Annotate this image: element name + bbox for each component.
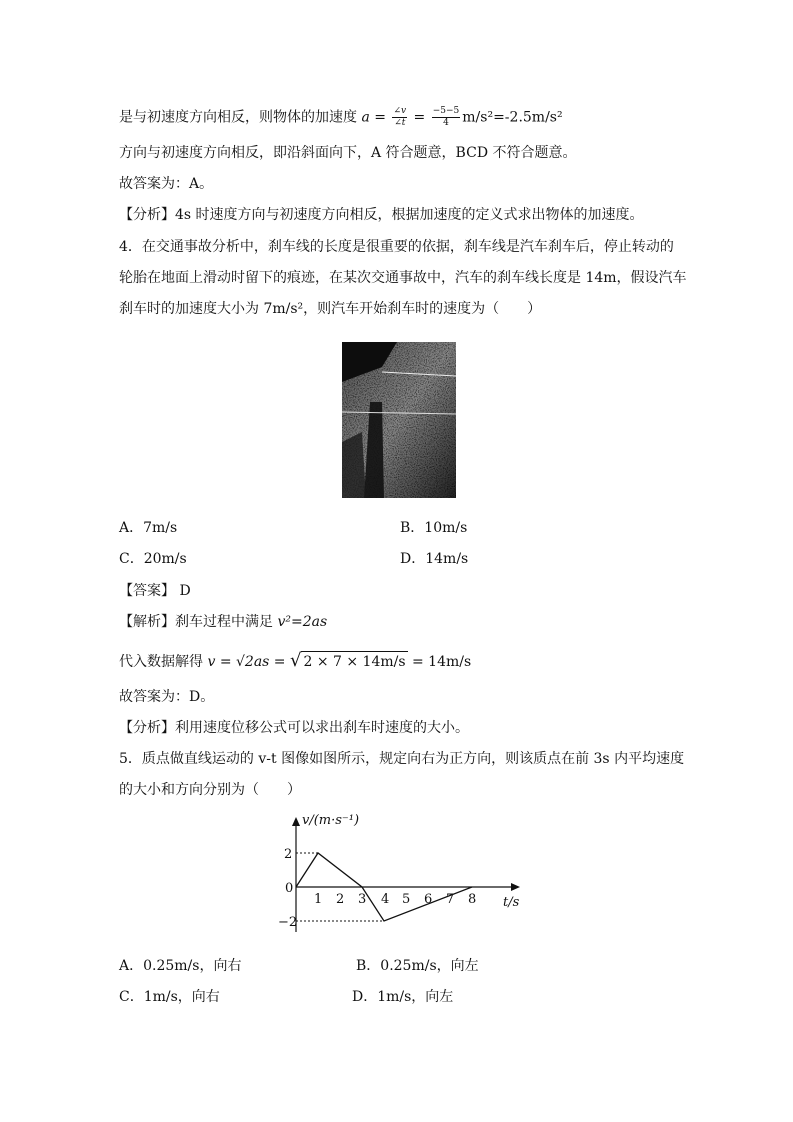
ytick-2: 2 — [284, 847, 293, 862]
skid-mark-photo — [342, 342, 456, 498]
text-line-1: 是与初速度方向相反，则物体的加速度 a = $\frac{\angle v}{\angle t}$ = $\frac{-5-5}{4}$ m/s²=-2.5m/s² — [119, 106, 563, 128]
question-4-line-3: 刹车时的加速度大小为 7m/s²，则汽车开始刹车时的速度为（ ） — [119, 301, 542, 317]
substitution-line: 代入数据解得 v = √2as = √ 2 × 7 × 14m/s = 14m/s — [119, 650, 472, 671]
sqrt-expression: 2 × 7 × 14m/s — [301, 651, 407, 672]
explanation-4: 【解析】刹车过程中满足 v²=2as — [119, 614, 328, 630]
xtick-8: 8 — [468, 892, 477, 907]
text-line-2: 方向与初速度方向相反，即沿斜面向下，A 符合题意，BCD 不符合题意。 — [119, 145, 577, 161]
ytick-0: 0 — [285, 881, 294, 896]
q4-option-d: D．14m/s — [400, 551, 469, 567]
q5-option-b: B．0.25m/s，向左 — [356, 958, 479, 974]
q5-option-c: C．1m/s，向右 — [119, 989, 220, 1005]
t-axis-arrow — [511, 883, 520, 891]
xtick-6: 6 — [424, 892, 433, 907]
math-variable: a — [361, 109, 370, 126]
xtick-1: 1 — [314, 892, 323, 907]
analysis-4: 【分析】利用速度位移公式可以求出刹车时速度的大小。 — [119, 720, 469, 736]
y-axis-label: v/(m·s⁻¹) — [302, 813, 360, 828]
v-axis-arrow — [292, 817, 300, 826]
question-4-line-1: 4．在交通事故分析中，刹车线的长度是很重要的依据，刹车线是汽车刹车后，停止转动的 — [119, 239, 674, 255]
q4-option-c: C．20m/s — [119, 551, 187, 567]
text-segment: 是与初速度方向相反，则物体的加速度 — [119, 109, 362, 126]
analysis-line: 【分析】4s 时速度方向与初速度方向相反，根据加速度的定义式求出物体的加速度。 — [119, 207, 644, 223]
q4-option-b: B．10m/s — [400, 520, 468, 536]
q4-option-a: A．7m/s — [119, 520, 178, 536]
x-axis-label: t/s — [503, 895, 520, 910]
ytick-neg2: −2 — [278, 915, 298, 930]
fraction-values: $\frac{-5-5}{4}$ — [432, 106, 460, 128]
text-segment: m/s²=-2.5m/s² — [462, 109, 563, 126]
conclusion-4: 故答案为：D。 — [119, 689, 215, 705]
vt-graph — [278, 808, 528, 940]
fraction-dv-dt: $\frac{\angle v}{\angle t}$ — [393, 106, 407, 128]
xtick-7: 7 — [446, 892, 455, 907]
xtick-5: 5 — [402, 892, 411, 907]
math-equals: = — [369, 109, 391, 126]
answer-4: 【答案】 D — [119, 583, 191, 599]
q5-option-d: D．1m/s，向左 — [352, 989, 454, 1005]
xtick-3: 3 — [358, 892, 367, 907]
question-5-line-1: 5．质点做直线运动的 v-t 图像如图所示，规定向右为正方向，则该质点在前 3s 内平均速度 — [119, 751, 685, 767]
question-4-line-2: 轮胎在地面上滑动时留下的痕迹，在某次交通事故中，汽车的刹车线长度是 14m，假设汽车 — [119, 270, 687, 286]
xtick-2: 2 — [336, 892, 345, 907]
question-5-line-2: 的大小和方向分别为（ ） — [119, 782, 301, 798]
formula-v2-2as: v²=2as — [277, 614, 328, 630]
xtick-4: 4 — [381, 892, 390, 907]
q5-option-a: A．0.25m/s，向右 — [119, 958, 242, 974]
text-line-3: 故答案为：A。 — [119, 176, 214, 192]
